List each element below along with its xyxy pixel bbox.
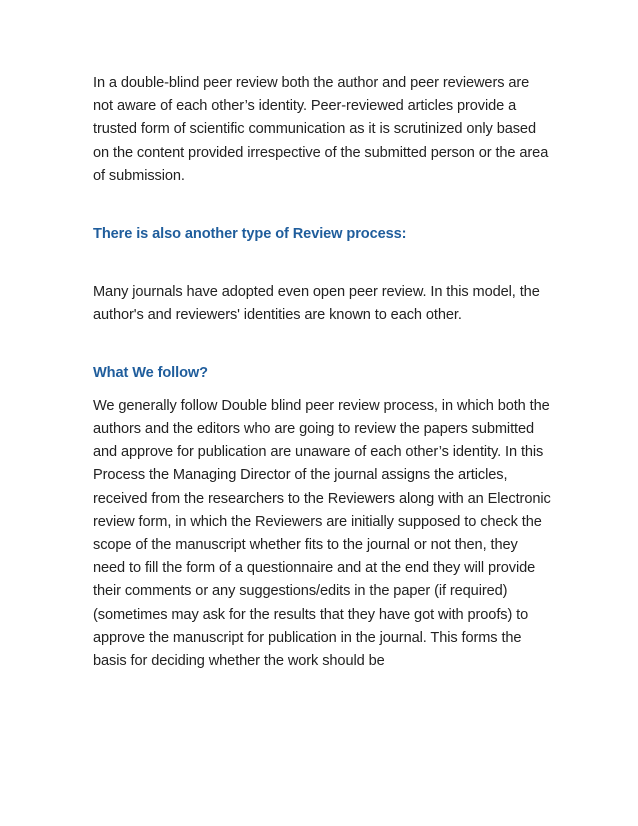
heading-spacer bbox=[93, 385, 553, 395]
paragraph-spacer bbox=[93, 328, 553, 362]
heading-another-review-process: There is also another type of Review process: bbox=[93, 226, 407, 243]
paragraph-open-peer-review: Many journals have adopted even open peer review. In this model, the author's and reviewers' identities are known to each other. bbox=[93, 284, 540, 324]
heading-what-we-follow: What We follow? bbox=[93, 364, 208, 381]
document-content bbox=[93, 72, 553, 673]
paragraph-spacer bbox=[93, 246, 553, 281]
paragraph-our-process: We generally follow Double blind peer review process, in which both the authors and the editors who are going to review the papers submitted and approve for publication are unaware of each other’s identity. In this Process the Managing Director of the journal assigns the articles, received from the researchers to the Reviewers along with an Electronic review form, in which the Reviewers are initially supposed to check the scope of the manuscript whether fits to the journal or not then, they need to fill the form of a questionnaire and at the end they will provide their comments or any suggestions/edits in the paper (if required) (sometimes may ask for the results that they have got with proofs) to approve the manuscript for publication in the journal. This forms the basis for deciding whether the work should be bbox=[93, 397, 551, 670]
paragraph-double-blind-intro: In a double-blind peer review both the author and peer reviewers are not aware of each other’s identity. Peer-reviewed articles provide a trusted form of scientific communication as it is scrutinized only based on the content provided irrespective of the submitted person or the area of submission. bbox=[93, 75, 549, 184]
paragraph-spacer bbox=[93, 188, 553, 223]
